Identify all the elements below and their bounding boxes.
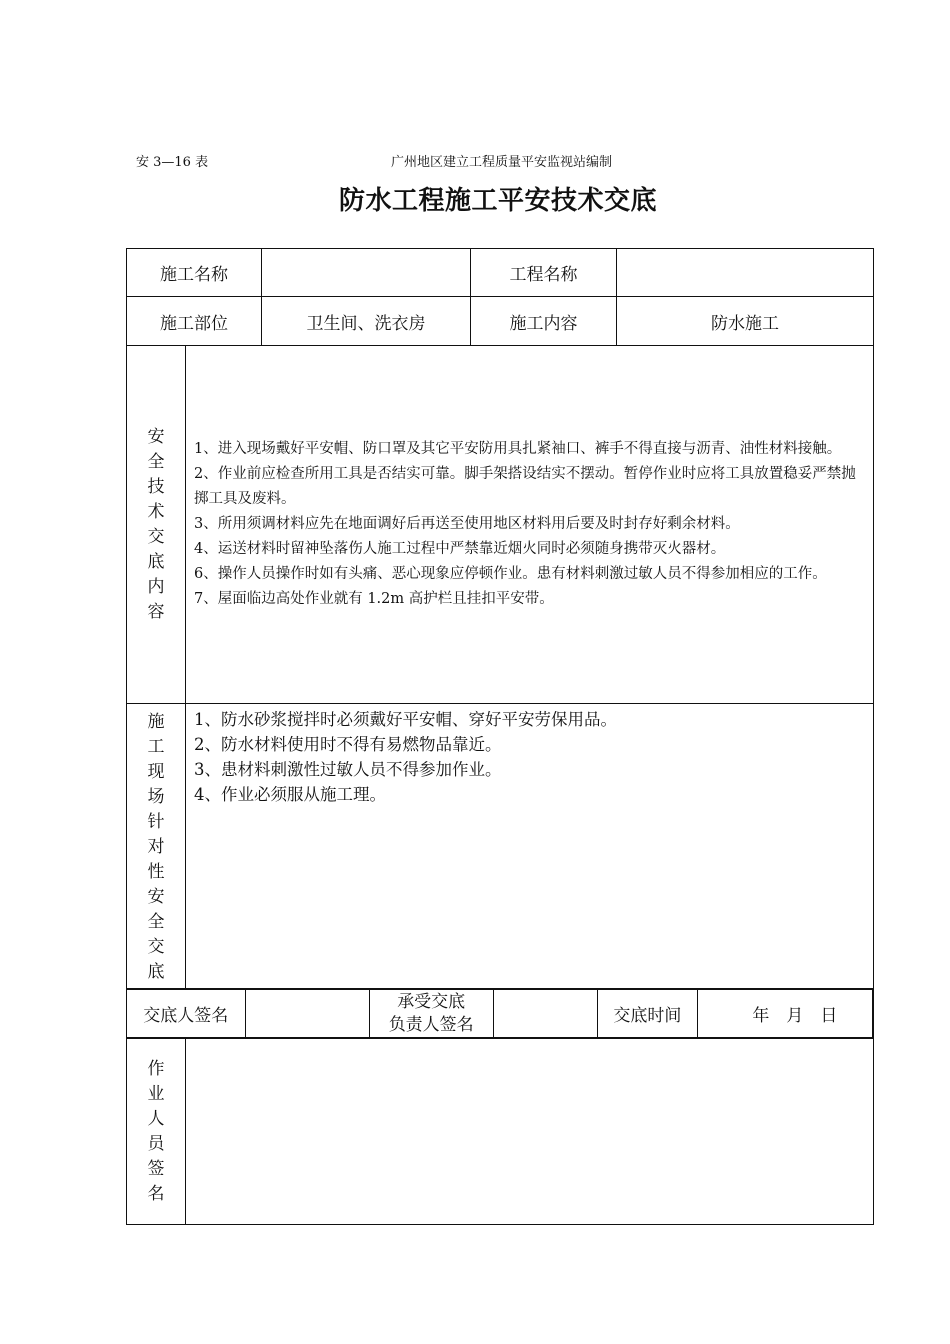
workers-label-char: 业 <box>147 1084 165 1104</box>
document-title: 防水工程施工平安技术交底 <box>338 186 657 216</box>
form-code: 安 3—16 表 <box>136 155 209 170</box>
safety-label-char: 术 <box>147 501 165 522</box>
workers-section-label <box>127 1057 185 1207</box>
workers-label-char: 员 <box>147 1134 165 1154</box>
site-label-char: 现 <box>147 762 165 782</box>
discloser-signature-field[interactable] <box>245 990 369 1038</box>
safety-label-char: 交 <box>147 526 165 547</box>
site-items-list <box>186 707 873 807</box>
disclosure-time-label: 交底时间 <box>597 990 697 1038</box>
safety-item: 6、操作人员操作时如有头痛、恶心现象应停顿作业。患有材料刺激过敏人员不得参加相应的工作。 <box>194 566 827 582</box>
workers-label-char: 签 <box>147 1159 165 1179</box>
row-names <box>127 249 874 297</box>
safety-label-char: 技 <box>147 476 165 497</box>
site-label-char: 全 <box>147 912 165 932</box>
site-label-char: 对 <box>147 837 165 857</box>
project-name-label: 工程名称 <box>471 249 617 297</box>
safety-item: 3、所用须调材料应先在地面调好后再送至使用地区材料用后要及时封存好剩余材料。 <box>194 516 740 532</box>
safety-section-label <box>127 425 185 625</box>
site-section-label-cell <box>127 704 186 989</box>
row-safety-content <box>127 346 874 704</box>
project-name-field[interactable] <box>617 249 874 297</box>
safety-section-content <box>186 346 874 704</box>
site-item: 3、患材料刺激性过敏人员不得参加作业。 <box>194 760 502 779</box>
workers-label-char: 名 <box>147 1184 165 1204</box>
safety-item: 1、进入现场戴好平安帽、防口罩及其它平安防用具扎紧袖口、裤手不得直接与沥青、油性材料接触。 <box>194 441 842 457</box>
row-workers <box>127 1039 874 1225</box>
construction-part-label: 施工部位 <box>127 297 262 346</box>
site-section-label <box>127 710 185 985</box>
safety-item: 2、作业前应检查所用工具是否结实可靠。脚手架搭设结实不摆动。暂停作业时应将工具放置稳妥严禁抛掷工具及废料。 <box>194 466 856 507</box>
row-site-content <box>127 704 874 989</box>
signature-table <box>127 989 873 1038</box>
safety-items-list <box>186 437 873 612</box>
workers-signature-area[interactable] <box>186 1039 874 1225</box>
site-label-char: 性 <box>147 862 165 882</box>
receiver-signature-field[interactable] <box>493 990 597 1038</box>
signature-row-cell <box>127 989 874 1039</box>
construction-content-value: 防水施工 <box>617 297 874 346</box>
site-label-char: 场 <box>147 787 165 807</box>
receiver-label-line2: 负责人签名 <box>388 1014 474 1035</box>
safety-label-char: 内 <box>147 576 165 597</box>
receiver-label-line1: 承受交底 <box>397 991 466 1012</box>
site-item: 2、防水材料使用时不得有易燃物品靠近。 <box>194 735 502 754</box>
site-item: 1、防水砂浆搅拌时必须戴好平安帽、穿好平安劳保用品。 <box>194 710 617 729</box>
issuer-line: 广州地区建立工程质量平安监视站编制 <box>391 155 613 170</box>
safety-section-label-cell <box>127 346 186 704</box>
construction-content-label: 施工内容 <box>471 297 617 346</box>
construction-part-value: 卫生间、洗衣房 <box>262 297 471 346</box>
disclosure-form <box>126 248 874 1225</box>
site-item: 4、作业必须服从施工理。 <box>194 785 386 804</box>
workers-label-char: 人 <box>147 1109 165 1129</box>
safety-label-char: 全 <box>147 451 165 472</box>
workers-label-char: 作 <box>147 1059 165 1079</box>
safety-item: 7、屋面临边高处作业就有 1.2m 高护栏且挂扣平安带。 <box>194 591 554 607</box>
site-section-content <box>186 704 874 989</box>
site-label-char: 施 <box>147 712 165 732</box>
discloser-label: 交底人签名 <box>127 990 245 1038</box>
site-label-char: 底 <box>147 962 165 982</box>
safety-label-char: 安 <box>147 426 165 447</box>
site-label-char: 交 <box>147 937 165 957</box>
row-signatures <box>127 989 874 1039</box>
row-part-content <box>127 297 874 346</box>
receiver-label <box>369 990 493 1038</box>
workers-label-cell <box>127 1039 186 1225</box>
safety-item: 4、运送材料时留神坠落伤人施工过程中严禁靠近烟火同时必须随身携带灭火器材。 <box>194 541 726 557</box>
site-label-char: 安 <box>147 887 165 907</box>
construction-name-field[interactable] <box>262 249 471 297</box>
site-label-char: 工 <box>147 737 165 757</box>
safety-label-char: 容 <box>147 601 165 622</box>
disclosure-time-field[interactable]: 年 月 日 <box>697 990 872 1038</box>
construction-name-label: 施工名称 <box>127 249 262 297</box>
site-label-char: 针 <box>147 812 165 832</box>
safety-label-char: 底 <box>147 551 165 572</box>
